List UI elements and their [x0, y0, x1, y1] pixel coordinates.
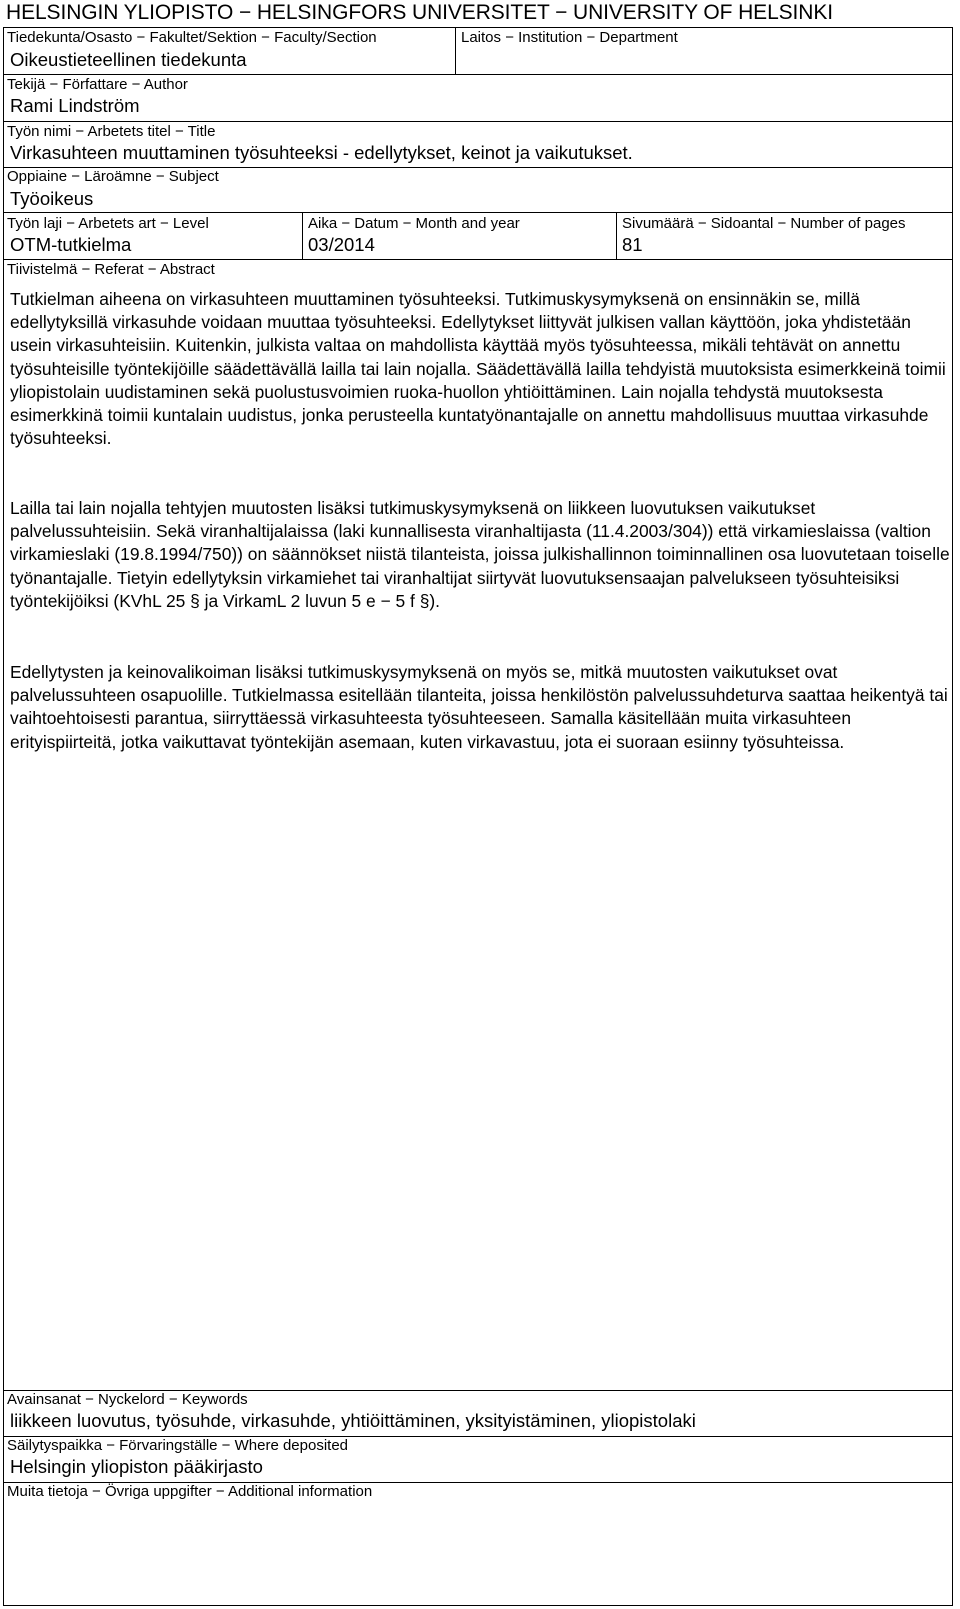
divider: [4, 121, 952, 122]
divider: [455, 28, 456, 74]
title-label: Työn nimi − Arbetets titel − Title: [7, 123, 216, 140]
divider: [302, 212, 303, 259]
faculty-value: Oikeustieteellinen tiedekunta: [10, 49, 247, 70]
pages-label: Sivumäärä − Sidoantal − Number of pages: [622, 215, 906, 232]
abstract-paragraph: Tutkielman aiheena on virkasuhteen muuttaminen työsuhteeksi. Tutkimuskysymyksenä on ensinnäkin se, millä edellytyksillä virkasuhde voidaan muuttaa työsuhteeksi. Edellytykset liittyvät julkisen vallan käyttöön, joka yhdistetään usein virkasuhteisiin. Kuitenkin, julkista valtaa on mahdollista käyttää myös työsuhteessa, mikäli tehtävät on annettu työsuhteisille työntekijöille säädettävällä lailla tai lain nojalla. Säädettävällä lailla tehdyistä muutoksista esimerkkeinä toimii yliopistolain uudistaminen sekä puolustusvoimien ruoka-huollon yhtiöittäminen. Lain nojalla tehdystä muutoksesta esimerkkinä toimii kuntalain uudistus, jonka perusteella kuntatyönantajalle on annettu mahdollisuus muuttaa virkasuhde työsuhteeksi.: [10, 289, 946, 449]
abstract-form: [3, 27, 953, 1606]
thesis-title: Virkasuhteen muuttaminen työsuhteeksi - edellytykset, keinot ja vaikutukset.: [10, 142, 633, 163]
keywords-label: Avainsanat − Nyckelord − Keywords: [7, 1391, 248, 1408]
author-label: Tekijä − Författare − Author: [7, 76, 188, 93]
abstract-paragraph: Edellytysten ja keinovalikoiman lisäksi tutkimuskysymyksenä on myös se, mitkä muutosten vaikutukset ovat palvelussuhteen osapuolille. Tutkielmassa esitellään tilanteita, joissa henkilöstön palvelussuhdeturva saattaa heikentyä tai vaihtoehtoisesti parantua, siirryttäessä virkasuhteesta työsuhteeseen. Samalla käsitellään muita virkasuhteen erityispiirteitä, jotka vaikuttavat työntekijän asemaan, kuten virkavastuu, jota ei suoraan esiinny työsuhteissa.: [10, 662, 948, 752]
divider: [616, 212, 617, 259]
abstract-label: Tiivistelmä − Referat − Abstract: [7, 261, 215, 278]
level-label: Työn laji − Arbetets art − Level: [7, 215, 209, 232]
abstract-paragraph: Lailla tai lain nojalla tehtyjen muutosten lisäksi tutkimuskysymyksenä on liikkeen luovutuksen vaikutukset palvelussuhteisiin. Sekä viranhaltijalaissa (laki kunnallisesta viranhaltijasta (11.4.2003/304)) että virkamieslaissa (valtion virkamieslaki (19.8.1994/750)) on säännökset niistä tilanteista, joissa julkishallinnon toiminnallinen osa luovutetaan toiselle työnantajalle. Tietyin edellytyksin virkamiehet tai viranhaltijat siirtyvät luovutuksensaajan palvelukseen työsuhteisiksi työntekijöiksi (KVhL 25 § ja VirkamL 2 luvun 5 e − 5 f §).: [10, 498, 950, 611]
faculty-label: Tiedekunta/Osasto − Fakultet/Sektion − Faculty/Section: [7, 29, 377, 46]
university-header: HELSINGIN YLIOPISTO − HELSINGFORS UNIVERSITET − UNIVERSITY OF HELSINKI: [6, 1, 834, 24]
deposited-value: Helsingin yliopiston pääkirjasto: [10, 1456, 263, 1477]
divider: [4, 212, 952, 213]
date-value: 03/2014: [308, 234, 375, 255]
divider: [4, 259, 952, 260]
pages-value: 81: [622, 234, 643, 255]
deposited-label: Säilytyspaikka − Förvaringställe − Where deposited: [7, 1437, 349, 1454]
subject-value: Työoikeus: [10, 188, 94, 209]
keywords-value: liikkeen luovutus, työsuhde, virkasuhde, yhtiöittäminen, yksityistäminen, yliopistolaki: [10, 1410, 696, 1431]
subject-label: Oppiaine − Läroämne − Subject: [7, 168, 219, 185]
date-label: Aika − Datum − Month and year: [308, 215, 520, 232]
additional-label: Muita tietoja − Övriga uppgifter − Additional information: [7, 1483, 373, 1500]
level-value: OTM-tutkielma: [10, 234, 132, 255]
department-label: Laitos − Institution − Department: [461, 29, 678, 46]
author-value: Rami Lindström: [10, 95, 140, 116]
divider: [4, 74, 952, 75]
